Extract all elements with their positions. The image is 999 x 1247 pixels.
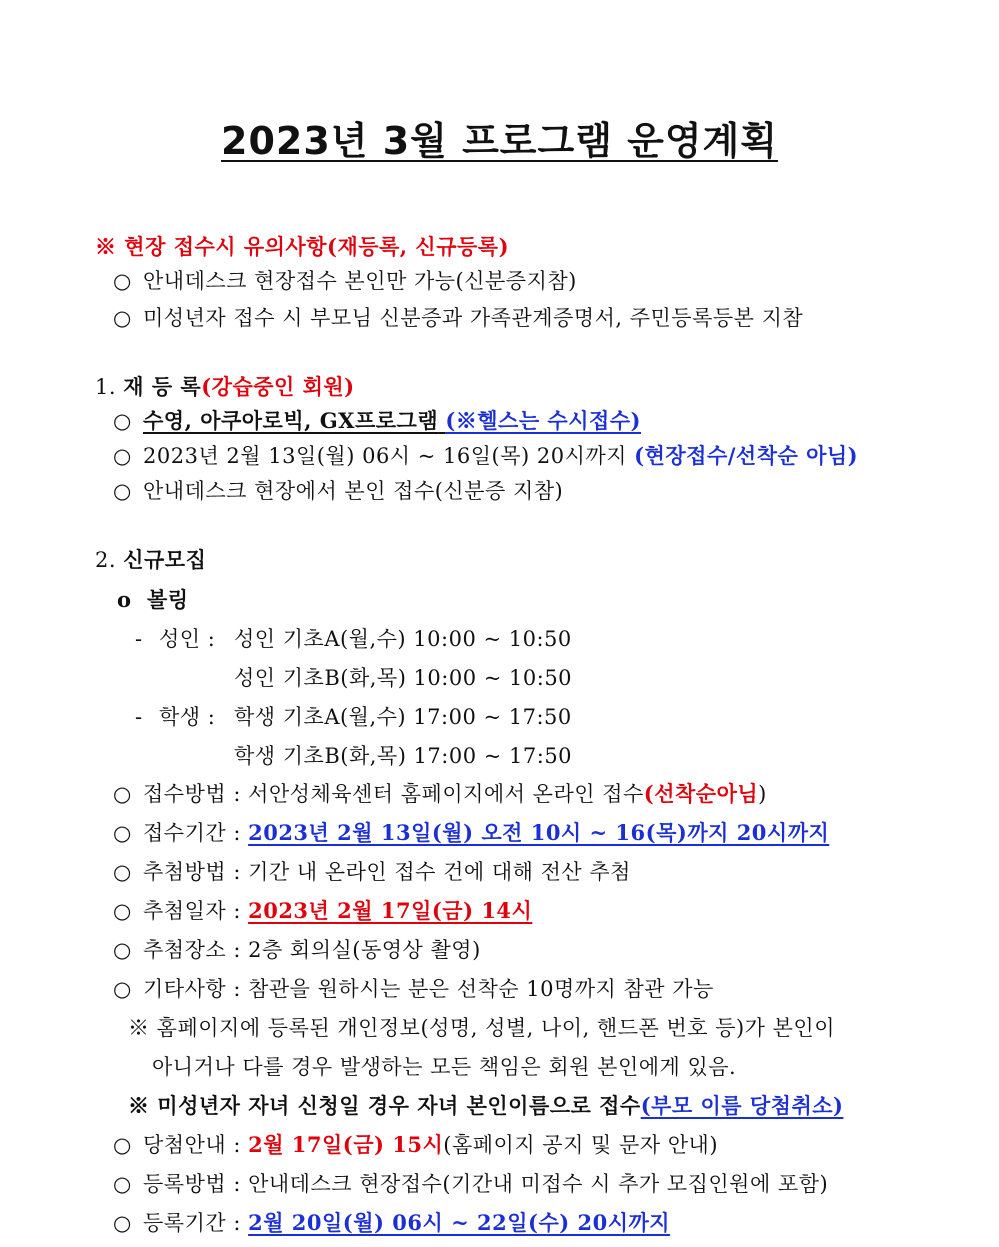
reg-method-row: ○ 등록방법 : 안내데스크 현장접수(기간내 미접수 시 추가 모집인원에 포함)	[113, 1172, 829, 1196]
section2-heading: 2. 신규모집	[95, 547, 207, 572]
notice-item: ○ 미성년자 접수 시 부모님 신분증과 가족관계증명서, 주민등록등본 지참	[113, 306, 804, 330]
page-title: 2023년 3월 프로그램 운영계획	[221, 119, 778, 163]
section1-schedule: ○ 2023년 2월 13일(월) 06시 ~ 16일(목) 20시까지 (현장접수/선착순 아님)	[113, 443, 859, 468]
class-row: - 성인 : 성인 기초A(월,수) 10:00 ~ 10:50	[135, 627, 572, 651]
draw-method-row: ○ 추첨방법 : 기간 내 온라인 접수 건에 대해 전산 추첨	[113, 860, 631, 884]
notice-heading: ※ 현장 접수시 유의사항(재등록, 신규등록)	[95, 234, 510, 259]
warning-line: ※ 홈페이지에 등록된 개인정보(성명, 성별, 나이, 핸드폰 번호 등)가 본인이	[128, 1016, 835, 1040]
section1-programs: ○ 수영, 아쿠아로빅, GX프로그램 (※헬스는 수시접수)	[113, 408, 641, 433]
warning-line: 아니거나 다를 경우 발생하는 모든 책임은 회원 본인에게 있음.	[152, 1055, 737, 1079]
method-note: 선착순아님	[654, 781, 759, 806]
section1-heading: 1. 재 등 록(강습중인 회원)	[95, 374, 355, 399]
draw-place-row: ○ 추첨장소 : 2층 회의실(동영상 촬영)	[113, 938, 481, 962]
class-row: 학생 기초B(화,목) 17:00 ~ 17:50	[234, 744, 573, 768]
bowling-heading: o 볼링	[117, 587, 189, 612]
notice-item: ○ 안내데스크 현장접수 본인만 가능(신분증지참)	[113, 269, 577, 293]
announce-row: ○ 당첨안내 : 2월 17일(금) 15시(홈페이지 공지 및 문자 안내)	[113, 1132, 719, 1157]
etc-row: ○ 기타사항 : 참관을 원하시는 분은 선착순 10명까지 참관 가능	[113, 977, 714, 1001]
method-row: ○ 접수방법 : 서안성체육센터 홈페이지에서 온라인 접수(선착순아님)	[113, 781, 767, 806]
period-row: ○ 접수기간 : 2023년 2월 13일(월) 오전 10시 ~ 16(목)까지 20시까지	[113, 820, 830, 845]
class-row: - 학생 : 학생 기초A(월,수) 17:00 ~ 17:50	[135, 705, 572, 729]
reg-period-row: ○ 등록기간 : 2월 20일(월) 06시 ~ 22일(수) 20시까지	[113, 1210, 671, 1235]
section1-desk: ○ 안내데스크 현장에서 본인 접수(신분증 지참)	[113, 479, 564, 503]
draw-date-row: ○ 추첨일자 : 2023년 2월 17일(금) 14시	[113, 898, 533, 923]
minor-warning: ※ 미성년자 자녀 신청일 경우 자녀 본인이름으로 접수(부모 이름 당첨취소)	[128, 1093, 844, 1118]
class-row: 성인 기초B(화,목) 10:00 ~ 10:50	[234, 666, 573, 690]
